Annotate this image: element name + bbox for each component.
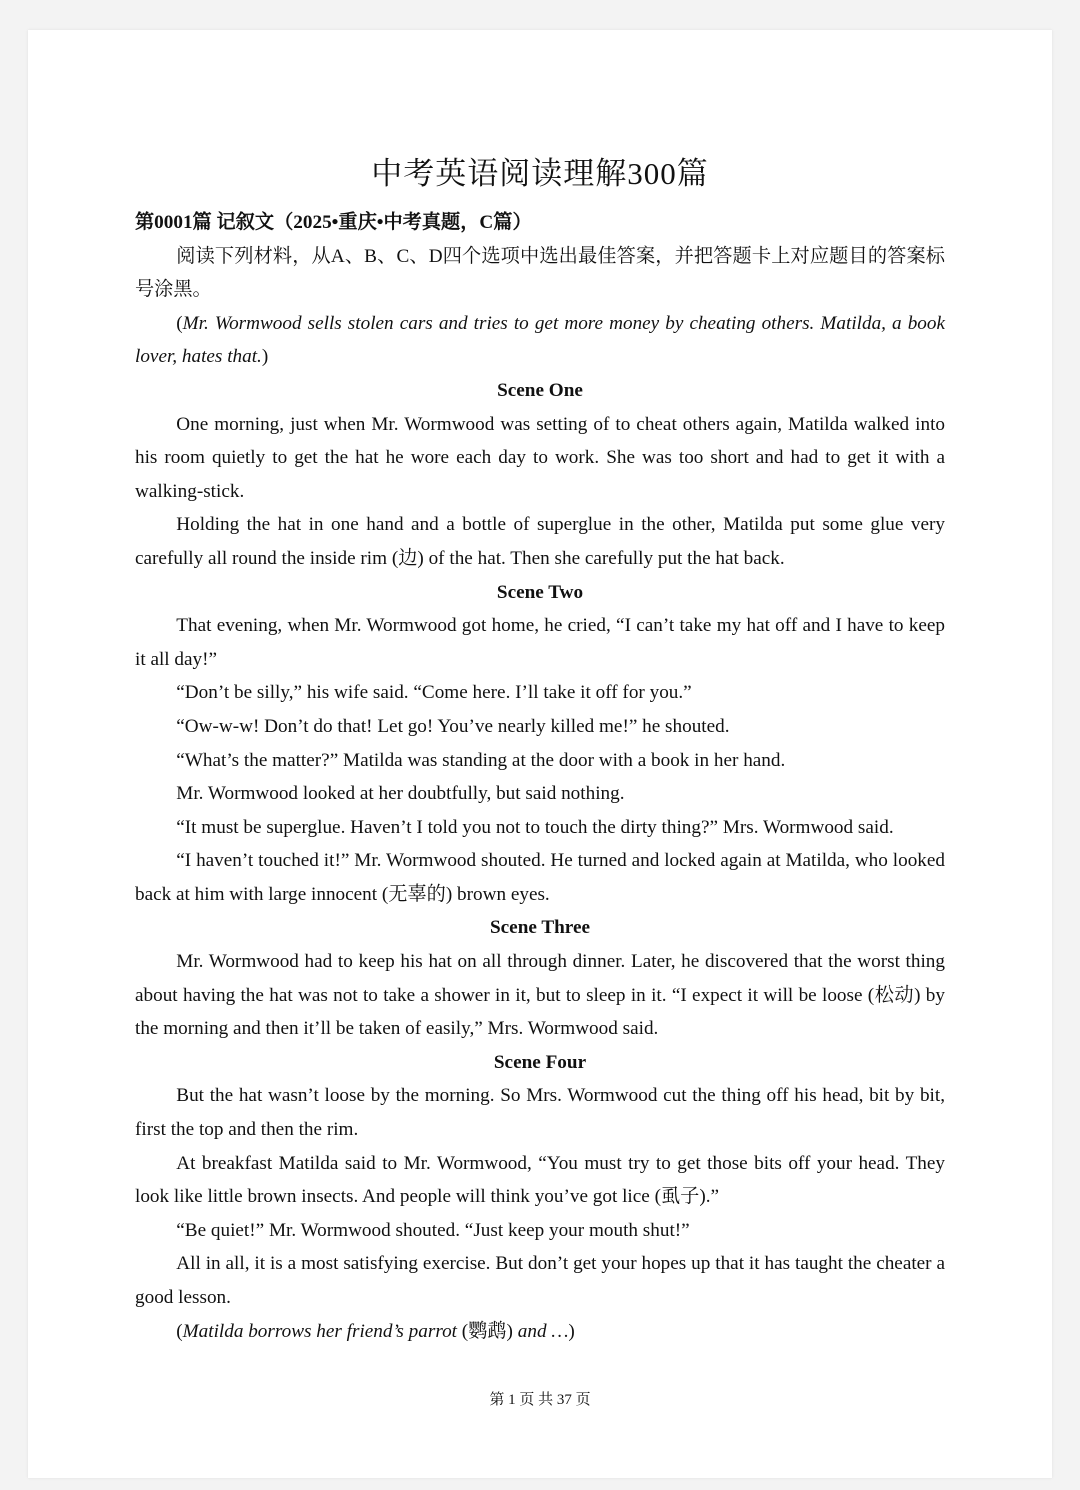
scene-title: Scene Four: [493, 1051, 587, 1073]
closing-italic-1: Matilda borrows her friend’s parrot: [182, 1320, 457, 1342]
paragraph: One morning, just when Mr. Wormwood was setting of to cheat others again, Matilda walked into his room quietly to get the hat he wore each day to work. She was too short and had to get it with a walking-stick.: [135, 413, 945, 502]
closing-plain: (鹦鹉): [457, 1320, 518, 1342]
intro-note: [135, 307, 945, 374]
closing-italic-2: and …: [517, 1320, 569, 1342]
paragraph: All in all, it is a most satisfying exercise. But don’t get your hopes up that it has taught the cheater a good lesson.: [135, 1253, 945, 1308]
scene-title: Scene Two: [496, 581, 584, 603]
page-title: 中考英语阅读理解300篇: [371, 156, 709, 191]
paragraph: “I haven’t touched it!” Mr. Wormwood shouted. He turned and locked again at Matilda, who looked back at him with large innocent (无辜的) brown eyes.: [135, 850, 945, 905]
paragraph: “Ow-w-w! Don’t do that! Let go! You’ve nearly killed me!” he shouted.: [176, 715, 730, 737]
page-footer: 第 1 页 共 37 页: [489, 1392, 591, 1408]
paragraph: “Don’t be silly,” his wife said. “Come here. I’ll take it off for you.”: [176, 682, 692, 704]
scene-title: Scene One: [497, 379, 583, 401]
paragraph: “It must be superglue. Haven’t I told you not to touch the dirty thing?” Mrs. Wormwood said.: [176, 816, 894, 838]
paragraph: At breakfast Matilda said to Mr. Wormwood, “You must try to get those bits off your head. They look like little brown insects. And people will think you’ve got lice (虱子).”: [135, 1152, 945, 1208]
paragraph: “Be quiet!” Mr. Wormwood shouted. “Just keep your mouth shut!”: [176, 1219, 690, 1241]
article-heading: 第0001篇 记叙文（2025•重庆•中考真题，C篇）: [135, 212, 532, 233]
paragraph: “What’s the matter?” Matilda was standing at the door with a book in her hand.: [176, 749, 786, 771]
intro-close-paren: ): [261, 346, 269, 368]
intro-open-paren: (: [176, 312, 183, 334]
instruction: 阅读下列材料，从A、B、C、D四个选项中选出最佳答案，并把答题卡上对应题目的答案标号涂黑。: [135, 245, 945, 301]
intro-text: Mr. Wormwood sells stolen cars and tries to get more money by cheating others. Matilda, a book lover, hates that.: [135, 312, 945, 368]
paragraph: Mr. Wormwood looked at her doubtfully, but said nothing.: [176, 783, 625, 805]
paragraph: Mr. Wormwood had to keep his hat on all through dinner. Later, he discovered that the worst thing about having the hat was not to take a shower in it, but to sleep in it. “I expect it will be loose (松动) by the morning and then it’ll be taken of easily,” Mrs. Wormwood said.: [135, 951, 945, 1040]
paragraph: But the hat wasn’t loose by the morning. So Mrs. Wormwood cut the thing off his head, bit by bit, first the top and then the rim.: [135, 1085, 945, 1141]
closing-close-paren: ): [568, 1320, 575, 1342]
scene-title: Scene Three: [489, 917, 590, 939]
closing-note: [135, 1315, 945, 1349]
closing-open-paren: (: [176, 1320, 183, 1342]
paragraph: Holding the hat in one hand and a bottle of superglue in the other, Matilda put some glue very carefully all round the inside rim (边) of the hat. Then she carefully put the hat back.: [135, 514, 945, 569]
document-page: [28, 30, 1052, 1478]
article-body: [135, 206, 945, 1348]
paragraph: That evening, when Mr. Wormwood got home, he cried, “I can’t take my hat off and I have to keep it all day!”: [135, 615, 945, 670]
